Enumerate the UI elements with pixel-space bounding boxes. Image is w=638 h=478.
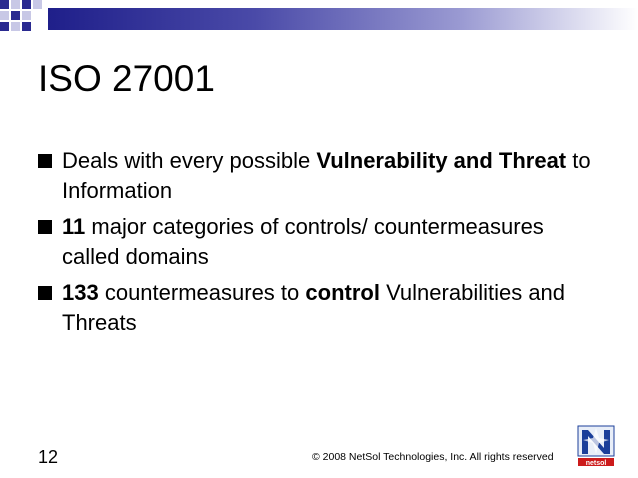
logo-text: netsol — [585, 460, 607, 467]
bullet-item — [38, 212, 598, 272]
bullet-item — [38, 278, 598, 338]
bullet-list — [38, 146, 598, 344]
bullet-text: countermeasures to — [98, 280, 306, 305]
bullet-bold-text: 11 — [62, 214, 86, 239]
netsol-logo — [576, 424, 616, 468]
square-3 — [22, 0, 31, 9]
square-bullet-icon — [38, 220, 52, 234]
square-8 — [0, 22, 9, 31]
bullet-text: Vulnerabilities and Threats — [62, 280, 566, 335]
square-6 — [11, 11, 20, 20]
square-7 — [22, 11, 31, 20]
header-gradient-bar — [48, 8, 638, 30]
page-number: 12 — [38, 447, 59, 467]
square-9 — [11, 22, 20, 31]
bullet-text: Deals with every possible — [62, 148, 317, 173]
square-bullet-icon — [38, 286, 52, 300]
slide-title: ISO 27001 — [38, 58, 215, 99]
square-10 — [22, 22, 31, 31]
bullet-bold-text: Vulnerability and Threat — [316, 148, 567, 173]
square-bullet-icon — [38, 154, 52, 168]
bullet-bold-text: 133 — [62, 280, 99, 305]
square-1 — [0, 0, 9, 9]
square-5 — [0, 11, 9, 20]
bullet-text: major categories of controls/ countermeasures called domains — [62, 214, 544, 269]
bullet-item — [38, 146, 598, 206]
bullet-bold-text: control — [305, 280, 380, 305]
copyright-notice: © 2008 NetSol Technologies, Inc. All rights reserved — [312, 451, 554, 463]
square-4 — [33, 0, 42, 9]
bullet-text: to Information — [62, 148, 591, 203]
square-2 — [11, 0, 20, 9]
